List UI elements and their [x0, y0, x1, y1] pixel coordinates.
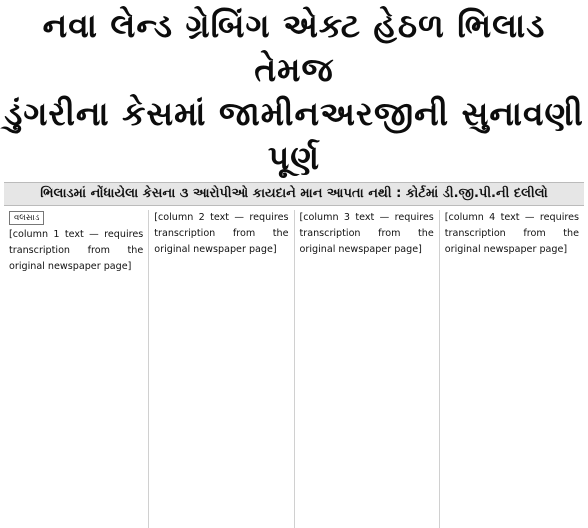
column-text: [column 1 text — requires transcription from the original newspaper page] — [9, 229, 144, 273]
article-column-3 — [295, 210, 440, 528]
article-column-4 — [440, 210, 584, 528]
article-body — [4, 210, 584, 528]
column-text: [column 2 text — requires transcription from the original newspaper page] — [154, 212, 289, 256]
article-column-1 — [4, 210, 149, 528]
headline — [4, 4, 584, 180]
subheadline: ભિલાડમાં નોંધાયેલા કેસના ૩ આરોપીઓ કાયદાને માન આપતા નથી : કોર્ટમાં ડી.જી.પી.ની દલીલો — [4, 182, 584, 206]
article-column-2 — [149, 210, 294, 528]
dateline: વલસાડ — [9, 211, 44, 225]
headline-line-1: નવા લેન્ડ ગ્રેબિંગ એક્ટ હેઠળ ભિલાડ તેમજ — [42, 6, 546, 89]
column-text: [column 3 text — requires transcription from the original newspaper page] — [299, 212, 434, 256]
headline-line-2: ડુંગરીના કેસમાં જામીનઅરજીની સુનાવણી પૂર્ણ — [4, 94, 584, 177]
column-text: [column 4 text — requires transcription from the original newspaper page] — [444, 212, 579, 256]
